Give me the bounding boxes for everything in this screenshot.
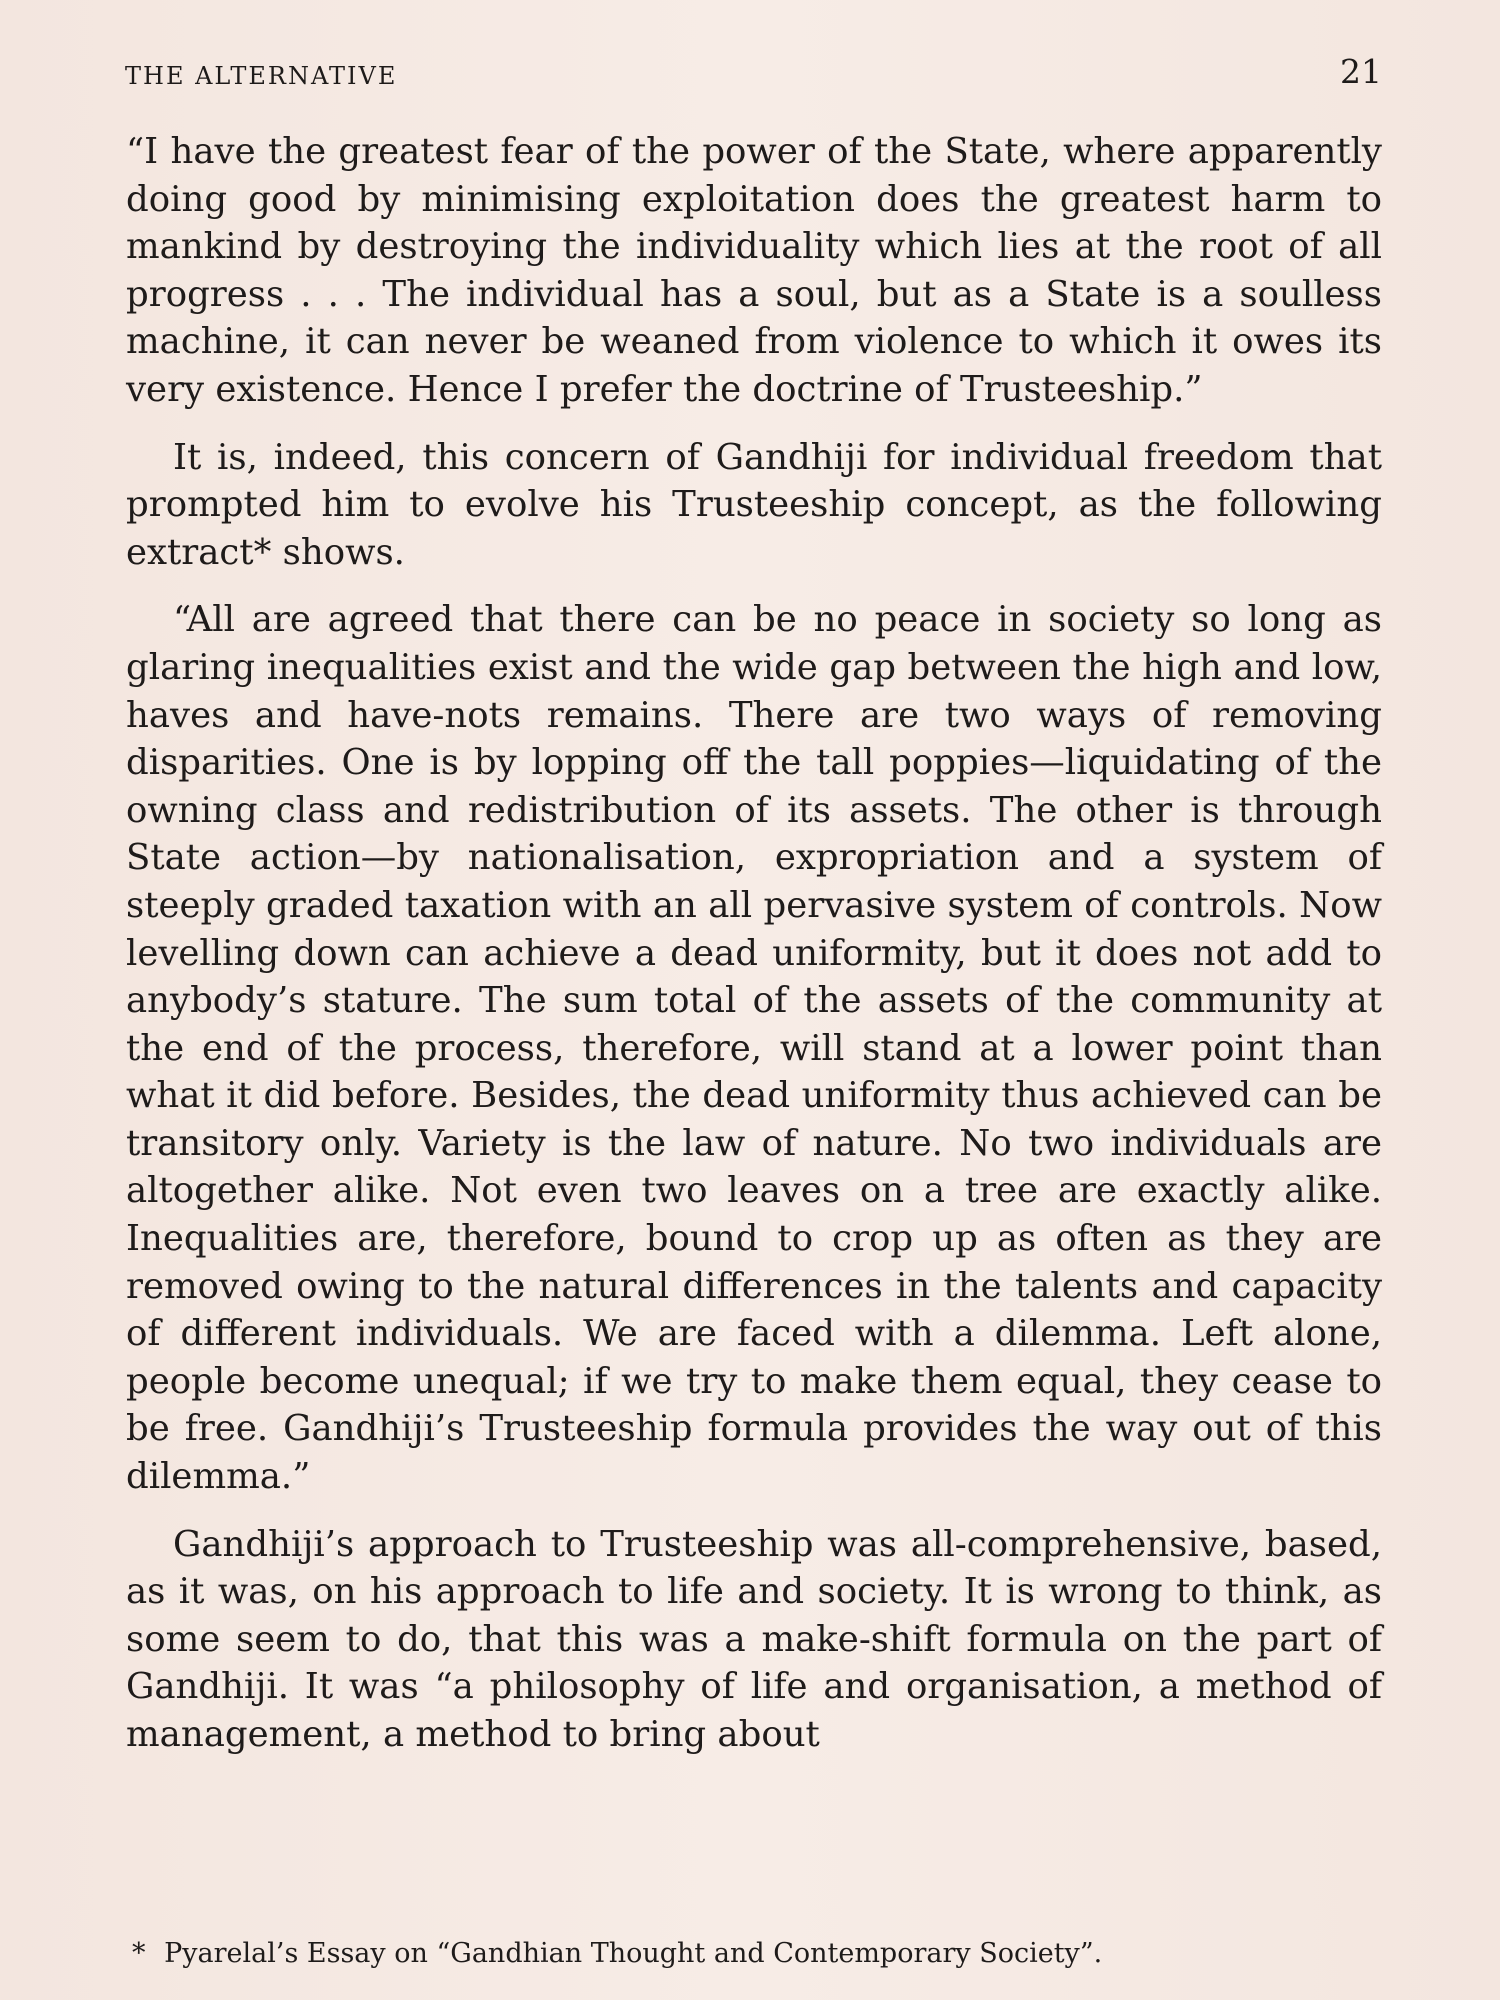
quote-paragraph-1: “I have the greatest fear of the power of the State, where apparently doing good by minimising exploitation does the greatest harm to mankind by destroying the individuality which lies at the root of all progress . . . The individual has a soul, but as a State is a soulless machine, it can never be weaned from violence to which it owes its very existence. Hence I prefer the doctrine of Trusteeship.”: [126, 131, 1382, 410]
body-paragraph-4: Gandhiji’s approach to Trusteeship was all-comprehensive, based, as it was, on his approach to life and society. It is wrong to think, as some seem to do, that this was a make-shift formula on the part of Gandhiji. It was “a philosophy of life and organisation, a method of management, a method to bring about: [126, 1523, 1382, 1755]
footnote: [132, 1938, 1382, 1969]
body-paragraph-2: It is, indeed, this concern of Gandhiji for individual freedom that prompted him to evolve his Trusteeship concept, as the following extract* shows.: [126, 436, 1382, 573]
page-number: 21: [1340, 52, 1382, 91]
footnote-mark: *: [132, 1938, 146, 1969]
quote-paragraph-3: “All are agreed that there can be no peace in society so long as glaring inequalities exist and the wide gap between the high and low, haves and have-nots remains. There are two ways of removing disparities. One is by lopping off the tall poppies—liquidating of the owning class and redistribution of its assets. The other is through State action—by nationalisation, expropriation and a system of steeply graded taxation with an all pervasive system of controls. Now levelling down can achieve a dead uniformity, but it does not add to anybody’s stature. The sum total of the assets of the community at the end of the process, therefore, will stand at a lower point than what it did before. Besides, the dead uniformity thus achieved can be transitory only. Variety is the law of nature. No two individuals are altogether alike. Not even two leaves on a tree are exactly alike. Inequalities are, therefore, bound to crop up as often as they are removed owing to the natural differences in the talents and capacity of different individuals. We are faced with a dilemma. Left alone, people become unequal; if we try to make them equal, they cease to be free. Gandhiji’s Trusteeship formula provides the way out of this dilemma.”: [126, 599, 1382, 1498]
footnote-text: Pyarelal’s Essay on “Gandhian Thought and Contemporary Society”.: [164, 1938, 1103, 1969]
body-text: [126, 128, 1382, 1779]
running-head: THE ALTERNATIVE: [125, 62, 398, 90]
